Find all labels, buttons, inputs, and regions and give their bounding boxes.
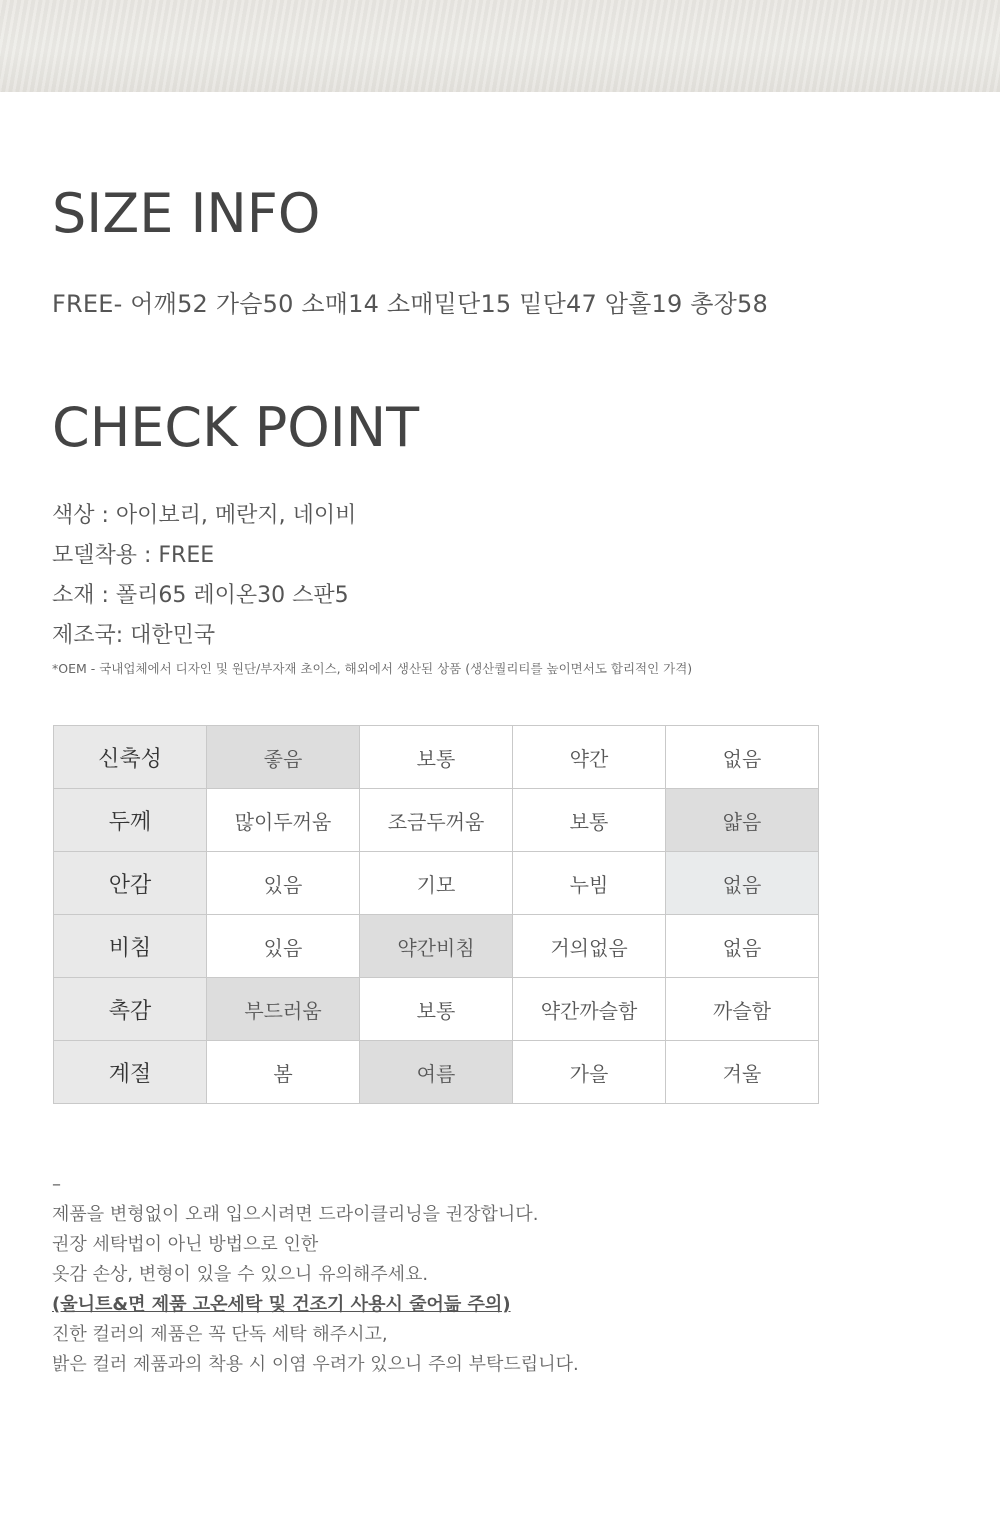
attribute-option: 약간 (513, 726, 666, 789)
attribute-row (54, 978, 819, 1041)
origin-info: 제조국: 대한민국 (52, 623, 216, 648)
attribute-option: 보통 (513, 789, 666, 852)
attribute-name: 계절 (54, 1041, 207, 1104)
attribute-row (54, 1041, 819, 1104)
product-photo-strip (0, 0, 1000, 92)
attribute-option: 있음 (207, 852, 360, 915)
care-line: 권장 세탁법이 아닌 방법으로 인한 (52, 1234, 319, 1255)
attribute-option: 없음 (666, 726, 819, 789)
attribute-row (54, 852, 819, 915)
attribute-option: 없음 (666, 915, 819, 978)
attribute-option: 보통 (360, 978, 513, 1041)
attribute-option-selected: 여름 (360, 1041, 513, 1104)
fabric-attribute-table (53, 725, 819, 1104)
attribute-row (54, 726, 819, 789)
attribute-name: 촉감 (54, 978, 207, 1041)
oem-note: *OEM - 국내업체에서 디자인 및 원단/부자재 초이스, 해외에서 생산된 상품 (생산퀄리티를 높이면서도 합리적인 가격) (52, 661, 693, 676)
attribute-row (54, 915, 819, 978)
attribute-option: 약간까슬함 (513, 978, 666, 1041)
shrink-warning: (울니트&면 제품 고온세탁 및 건조기 사용시 줄어듦 주의) (52, 1294, 511, 1315)
attribute-option: 있음 (207, 915, 360, 978)
material-info: 소재 : 폴리65 레이온30 스판5 (52, 583, 349, 608)
attribute-option-selected: 얇음 (666, 789, 819, 852)
attribute-option: 누빔 (513, 852, 666, 915)
attribute-option: 많이두꺼움 (207, 789, 360, 852)
care-line: 밝은 컬러 제품과의 착용 시 이염 우려가 있으니 주의 부탁드립니다. (52, 1354, 579, 1375)
attribute-option-selected: 부드러움 (207, 978, 360, 1041)
attribute-option: 거의없음 (513, 915, 666, 978)
size-info-title: SIZE INFO (52, 182, 321, 245)
attribute-option: 기모 (360, 852, 513, 915)
check-point-list (52, 496, 356, 656)
attribute-option: 봄 (207, 1041, 360, 1104)
attribute-option: 조금두꺼움 (360, 789, 513, 852)
attribute-option: 보통 (360, 726, 513, 789)
attribute-option-selected: 약간비침 (360, 915, 513, 978)
care-line: 진한 컬러의 제품은 꼭 단독 세탁 해주시고, (52, 1324, 388, 1345)
check-point-title: CHECK POINT (52, 396, 420, 459)
size-measurements: FREE- 어깨52 가슴50 소매14 소매밑단15 밑단47 암홀19 총장58 (52, 290, 768, 318)
care-line: 옷감 손상, 변형이 있을 수 있으니 유의해주세요. (52, 1264, 429, 1285)
care-divider: – (52, 1174, 61, 1195)
attribute-option: 가을 (513, 1041, 666, 1104)
attribute-option: 겨울 (666, 1041, 819, 1104)
attribute-option-selected: 좋음 (207, 726, 360, 789)
attribute-option-selected: 없음 (666, 852, 819, 915)
attribute-row (54, 789, 819, 852)
attribute-name: 신축성 (54, 726, 207, 789)
model-size-info: 모델착용 : FREE (52, 543, 215, 568)
attribute-name: 두께 (54, 789, 207, 852)
attribute-name: 안감 (54, 852, 207, 915)
attribute-name: 비침 (54, 915, 207, 978)
color-info: 색상 : 아이보리, 메란지, 네이비 (52, 503, 357, 528)
care-instructions (52, 1170, 579, 1380)
attribute-option: 까슬함 (666, 978, 819, 1041)
care-line: 제품을 변형없이 오래 입으시려면 드라이클리닝을 권장합니다. (52, 1204, 539, 1225)
